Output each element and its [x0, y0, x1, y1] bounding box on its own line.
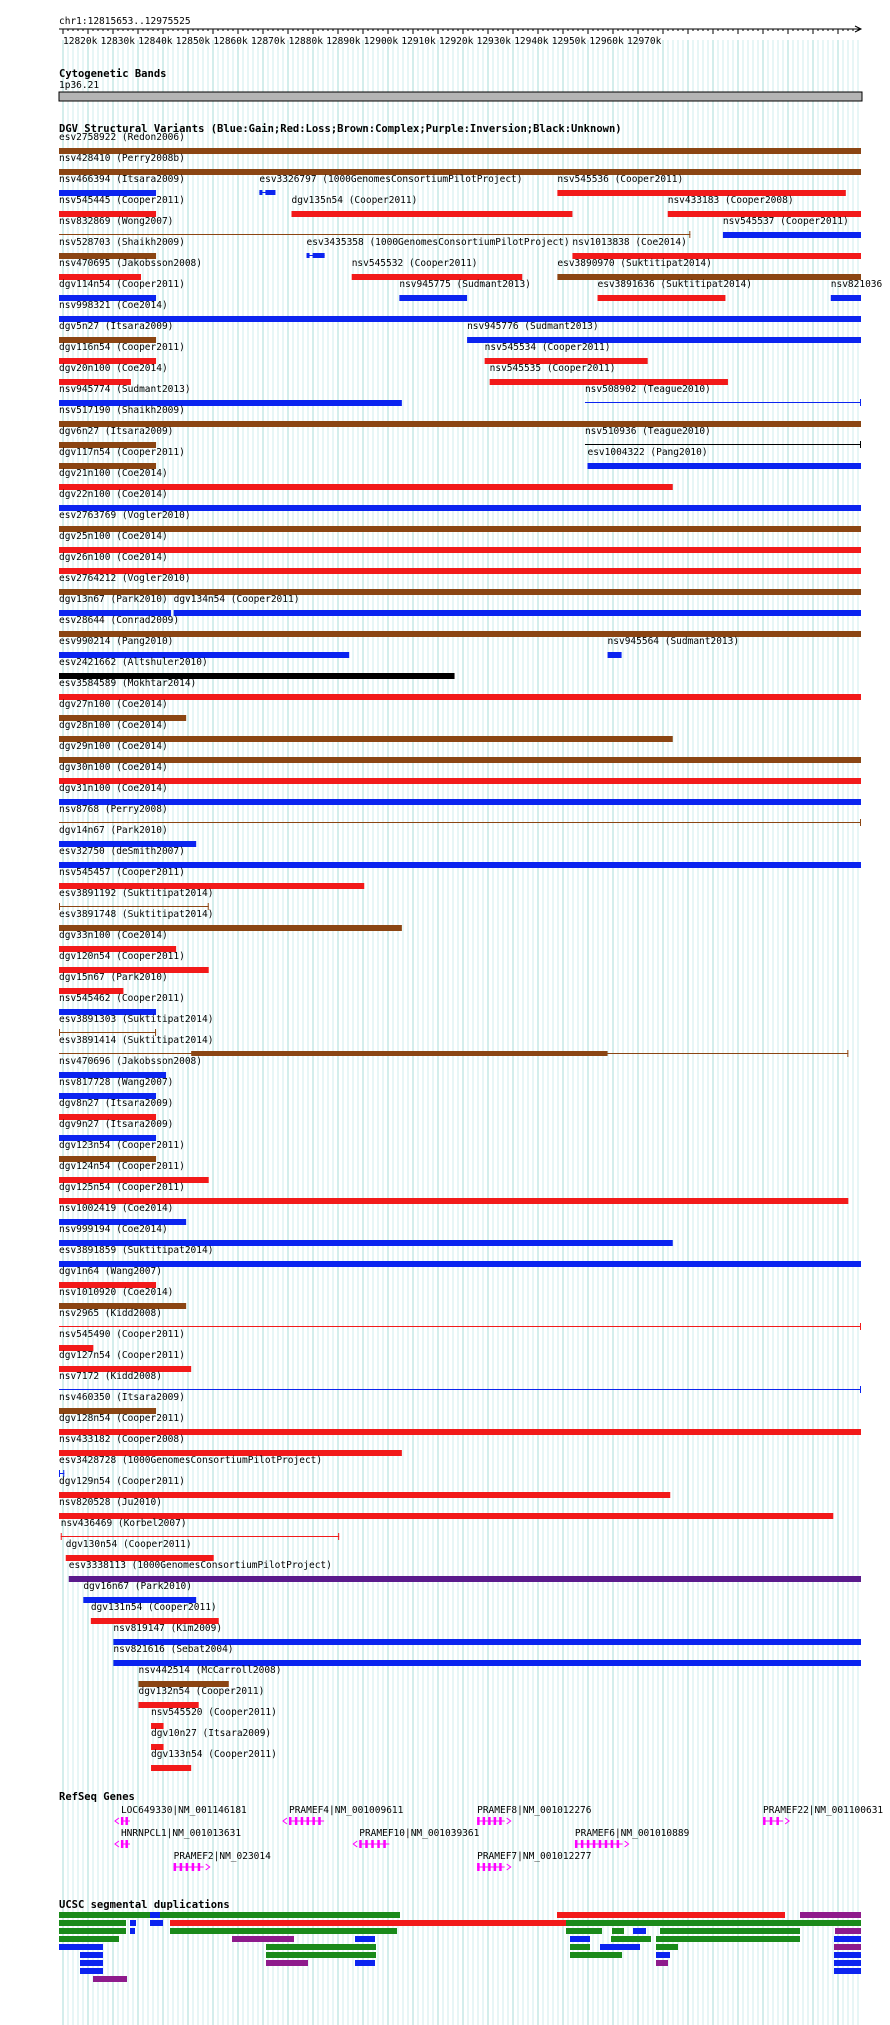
variant-label: esv3891636 (Suktitipat2014)	[597, 279, 752, 290]
gene-exon	[488, 1817, 491, 1825]
variant-feature[interactable]	[59, 822, 861, 823]
variant-label: nsv945564 (Sudmant2013)	[607, 636, 740, 647]
segdup-block[interactable]	[660, 1928, 800, 1934]
segdup-block[interactable]	[232, 1936, 294, 1942]
variant-label: dgv16n67 (Park2010)	[83, 1581, 192, 1592]
variant-cap	[847, 1050, 848, 1057]
variant-label: dgv21n100 (Coe2014)	[59, 468, 168, 479]
gene-exon	[198, 1863, 201, 1871]
variant-label: esv3890970 (Suktitipat2014)	[557, 258, 712, 269]
variant-label: nsv545445 (Cooper2011)	[59, 195, 185, 206]
gene-exon	[477, 1863, 480, 1871]
gene-exon	[307, 1817, 310, 1825]
variant-feature[interactable]	[59, 799, 861, 805]
gene-exon	[359, 1840, 362, 1848]
segdup-block[interactable]	[656, 1960, 668, 1966]
variant-feature[interactable]	[585, 402, 861, 403]
gene-exon	[483, 1817, 486, 1825]
variant-label: esv3891303 (Suktitipat2014)	[59, 1014, 214, 1025]
gene-exon	[776, 1817, 779, 1825]
variant-feature[interactable]	[59, 1389, 861, 1390]
gene-exon	[318, 1817, 321, 1825]
variant-label: nsv1010920 (Coe2014)	[59, 1287, 174, 1298]
segdup-block[interactable]	[130, 1920, 136, 1926]
variant-cap	[860, 1323, 861, 1330]
variant-label: dgv26n100 (Coe2014)	[59, 552, 168, 563]
tick-label: 12870k	[251, 36, 286, 47]
gene-exon	[477, 1817, 480, 1825]
strand-arrow	[507, 1864, 511, 1870]
gene-label: PRAMEF8|NM_001012276	[477, 1805, 592, 1816]
gene-label: LOC649330|NM_001146181	[120, 1805, 247, 1816]
gene-exon	[483, 1863, 486, 1871]
segdup-block[interactable]	[170, 1912, 400, 1918]
tick-label: 12850k	[175, 36, 211, 47]
gene-exon	[192, 1863, 195, 1871]
segdup-block[interactable]	[600, 1944, 640, 1950]
tick-label: 12950k	[551, 36, 587, 47]
gene-exon	[312, 1817, 315, 1825]
segdup-block[interactable]	[80, 1960, 103, 1966]
variant-exon	[265, 190, 275, 195]
variant-feature[interactable]	[598, 295, 726, 301]
variant-feature[interactable]	[59, 421, 861, 427]
variant-label: esv3584589 (Mokhtar2014)	[59, 678, 197, 689]
refseq-title: RefSeq Genes	[59, 1791, 135, 1803]
variant-feature[interactable]	[59, 1198, 848, 1204]
gene-label: PRAMEF6|NM_001010889	[574, 1828, 690, 1839]
variant-label: esv3435358 (1000GenomesConsortiumPilotProject)	[306, 237, 570, 248]
variant-label: nsv517190 (Shaikh2009)	[59, 405, 185, 416]
variant-label: nsv470696 (Jakobsson2008)	[59, 1056, 202, 1067]
segdup-block[interactable]	[80, 1952, 103, 1958]
segdup-block[interactable]	[834, 1936, 861, 1942]
variant-label: nsv466394 (Itsara2009)	[59, 174, 185, 185]
segdup-block[interactable]	[800, 1912, 861, 1918]
variant-label: esv1004322 (Pang2010)	[587, 447, 708, 458]
gene-label: HNRNPCL1|NM_001013631	[120, 1828, 242, 1839]
variant-label: dgv33n100 (Coe2014)	[59, 930, 168, 941]
gene-exon	[121, 1817, 124, 1825]
gene-label: PRAMEF2|NM_023014	[173, 1851, 271, 1862]
gene-label: PRAMEF22|NM_001100631	[763, 1805, 884, 1816]
variant-label: esv3326797 (1000GenomesConsortiumPilotProject)	[259, 174, 523, 185]
variant-label: nsv545520 (Cooper2011)	[151, 1707, 277, 1718]
segdup-block[interactable]	[656, 1944, 678, 1950]
variant-feature[interactable]	[59, 316, 861, 322]
variant-cap	[338, 1533, 339, 1540]
segdup-block[interactable]	[80, 1968, 103, 1974]
location-label: chr1:12815653..12975525	[59, 16, 191, 27]
tick-label: 12880k	[288, 36, 323, 47]
variant-label: nsv1013838 (Coe2014)	[572, 237, 687, 248]
variant-label: esv3428728 (1000GenomesConsortiumPilotProject)	[59, 1455, 323, 1466]
tick-label: 12930k	[476, 36, 511, 47]
variant-label: nsv832869 (Wong2007)	[59, 216, 174, 227]
variant-label: dgv129n54 (Cooper2011)	[59, 1476, 185, 1487]
gene-exon	[186, 1863, 189, 1871]
variant-label: dgv130n54 (Cooper2011)	[65, 1539, 192, 1550]
variant-label: dgv30n100 (Coe2014)	[59, 762, 168, 773]
variant-cap	[61, 1533, 62, 1540]
segdup-block[interactable]	[570, 1936, 590, 1942]
variant-label: dgv120n54 (Cooper2011)	[59, 951, 185, 962]
variant-feature[interactable]	[174, 610, 861, 616]
variant-feature[interactable]	[59, 694, 861, 700]
variant-feature[interactable]	[59, 1261, 861, 1267]
variant-label: nsv545490 (Cooper2011)	[59, 1329, 185, 1340]
variant-label: nsv470695 (Jakobsson2008)	[59, 258, 202, 269]
gene-exon	[617, 1840, 620, 1848]
segdup-block[interactable]	[355, 1936, 375, 1942]
segdup-block[interactable]	[59, 1920, 126, 1926]
segdup-block[interactable]	[557, 1912, 785, 1918]
variant-label: nsv433182 (Cooper2008)	[59, 1434, 185, 1445]
gene-exon	[121, 1840, 124, 1848]
strand-arrow	[507, 1818, 511, 1824]
variant-label: nsv999194 (Coe2014)	[59, 1224, 168, 1235]
gene-exon	[383, 1840, 386, 1848]
variant-feature[interactable]	[191, 1051, 607, 1056]
segdup-block[interactable]	[266, 1944, 376, 1950]
variant-label: dgv13n67 (Park2010)	[59, 594, 168, 605]
variant-label: esv2764212 (Vogler2010)	[59, 573, 191, 584]
tick-label: 12900k	[363, 36, 399, 47]
variant-label: dgv125n54 (Cooper2011)	[59, 1182, 185, 1193]
variant-label: dgv25n100 (Coe2014)	[59, 531, 168, 542]
variant-label: nsv545457 (Cooper2011)	[59, 867, 185, 878]
variant-label: nsv821616 (Sebat2004)	[113, 1644, 234, 1655]
variant-cap	[860, 1386, 861, 1393]
gene-exon	[611, 1840, 614, 1848]
cytoband-bar	[59, 92, 862, 101]
dgv-title: DGV Structural Variants (Blue:Gain;Red:Loss;Brown:Complex;Purple:Inversion;Black:Unknown)	[59, 123, 622, 135]
gene-exon	[301, 1817, 304, 1825]
gene-label: PRAMEF4|NM_001009611	[288, 1805, 404, 1816]
variant-label: dgv131n54 (Cooper2011)	[90, 1602, 217, 1613]
variant-label: dgv124n54 (Cooper2011)	[59, 1161, 185, 1172]
gene-exon	[125, 1817, 128, 1825]
variant-feature[interactable]	[608, 652, 622, 658]
variant-cap	[689, 231, 690, 238]
gene-exon	[295, 1817, 298, 1825]
tick-label: 12860k	[213, 36, 248, 47]
gene-exon	[180, 1863, 183, 1871]
variant-label: dgv20n100 (Coe2014)	[59, 363, 168, 374]
tick-label: 12820k	[63, 36, 98, 47]
variant-feature[interactable]	[59, 1032, 156, 1033]
gene-label: PRAMEF10|NM_001039361	[359, 1828, 480, 1839]
variant-label: esv2758922 (Redon2006)	[59, 132, 185, 143]
variant-label: nsv1002419 (Coe2014)	[59, 1203, 174, 1214]
variant-label: nsv545536 (Cooper2011)	[557, 174, 684, 185]
gene-exon	[763, 1817, 766, 1825]
variant-label: nsv819147 (Kim2009)	[113, 1623, 223, 1634]
segdup-block[interactable]	[566, 1928, 602, 1934]
gene-exon	[365, 1840, 368, 1848]
gene-exon	[371, 1840, 374, 1848]
gene-exon	[605, 1840, 608, 1848]
variant-label: dgv9n27 (Itsara2009)	[59, 1119, 174, 1130]
tick-label: 12830k	[100, 36, 135, 47]
variant-label: nsv510936 (Teague2010)	[584, 426, 711, 437]
variant-label: dgv135n54 (Cooper2011)	[291, 195, 418, 206]
gene-exon	[581, 1840, 584, 1848]
tick-label: 12960k	[589, 36, 624, 47]
strand-arrow	[283, 1818, 287, 1824]
gene-exon	[377, 1840, 380, 1848]
gene-exon	[575, 1840, 578, 1848]
variant-label: nsv817728 (Wang2007)	[59, 1077, 174, 1088]
variant-label: dgv117n54 (Cooper2011)	[59, 447, 185, 458]
variant-label: dgv6n27 (Itsara2009)	[59, 426, 174, 437]
segdup-block[interactable]	[59, 1944, 103, 1950]
segdup-block[interactable]	[355, 1960, 375, 1966]
variant-label: dgv22n100 (Coe2014)	[59, 489, 168, 500]
gene-exon	[770, 1817, 773, 1825]
segdup-block[interactable]	[834, 1968, 861, 1974]
tick-label: 12940k	[514, 36, 549, 47]
variant-feature[interactable]	[831, 295, 861, 301]
segdup-block[interactable]	[570, 1952, 622, 1958]
gene-exon	[587, 1840, 590, 1848]
variant-label: nsv820528 (Ju2010)	[59, 1497, 162, 1508]
segdup-block[interactable]	[93, 1976, 127, 1982]
variant-label: nsv945774 (Sudmant2013)	[59, 384, 191, 395]
tick-label: 12890k	[326, 36, 361, 47]
variant-label: dgv14n67 (Park2010)	[59, 825, 168, 836]
variant-label: dgv10n27 (Itsara2009)	[151, 1728, 272, 1739]
variant-exon	[307, 253, 310, 258]
cytoband-title: Cytogenetic Bands	[59, 68, 167, 80]
tick-label: 12920k	[439, 36, 474, 47]
variant-label: dgv133n54 (Cooper2011)	[151, 1749, 277, 1760]
variant-label: nsv545532 (Cooper2011)	[351, 258, 478, 269]
variant-feature[interactable]	[59, 757, 861, 763]
segdup-block[interactable]	[59, 1928, 126, 1934]
variant-label: esv28644 (Conrad2009)	[59, 615, 180, 626]
segdup-block[interactable]	[150, 1912, 160, 1918]
variant-label: dgv123n54 (Cooper2011)	[59, 1140, 185, 1151]
variant-label: dgv1n64 (Wang2007)	[59, 1266, 162, 1277]
segdup-block[interactable]	[130, 1912, 140, 1918]
variant-label: dgv116n54 (Cooper2011)	[59, 342, 185, 353]
variant-label: dgv127n54 (Cooper2011)	[59, 1350, 185, 1361]
segdup-block[interactable]	[834, 1952, 861, 1958]
variant-label: nsv545534 (Cooper2011)	[484, 342, 611, 353]
variant-label: dgv28n100 (Coe2014)	[59, 720, 168, 731]
variant-cap	[860, 819, 861, 826]
variant-label: dgv5n27 (Itsara2009)	[59, 321, 174, 332]
segdup-block[interactable]	[656, 1936, 800, 1942]
variant-label: dgv15n67 (Park2010)	[59, 972, 168, 983]
variant-label: esv3338113 (1000GenomesConsortiumPilotProject)	[68, 1560, 332, 1571]
variant-label: nsv433183 (Cooper2008)	[667, 195, 794, 206]
variant-feature[interactable]	[59, 234, 690, 235]
variant-label: esv3891748 (Suktitipat2014)	[59, 909, 214, 920]
variant-label: esv3891414 (Suktitipat2014)	[59, 1035, 214, 1046]
variant-label: dgv31n100 (Coe2014)	[59, 783, 168, 794]
variant-label: dgv114n54 (Cooper2011)	[59, 279, 185, 290]
variant-feature[interactable]	[59, 778, 861, 784]
variant-feature[interactable]	[59, 526, 861, 532]
variant-label: nsv436469 (Korbel2007)	[60, 1518, 187, 1529]
segdup-block[interactable]	[656, 1952, 670, 1958]
variant-label: dgv132n54 (Cooper2011)	[138, 1686, 265, 1697]
segdup-block[interactable]	[834, 1960, 861, 1966]
variant-feature[interactable]	[59, 1326, 861, 1327]
variant-label: esv32750 (deSmith2007)	[59, 846, 185, 857]
variant-label: dgv128n54 (Cooper2011)	[59, 1413, 185, 1424]
segdup-block[interactable]	[834, 1944, 861, 1950]
variant-feature[interactable]	[61, 1536, 339, 1537]
gene-exon	[494, 1863, 497, 1871]
variant-label: nsv545535 (Cooper2011)	[489, 363, 616, 374]
segdup-block[interactable]	[633, 1928, 646, 1934]
variant-label: nsv428410 (Perry2008b)	[59, 153, 185, 164]
segdup-block[interactable]	[570, 1944, 590, 1950]
variant-label: nsv460350 (Itsara2009)	[59, 1392, 185, 1403]
variant-feature[interactable]	[723, 232, 861, 238]
variant-label: dgv134n54 (Cooper2011)	[173, 594, 300, 605]
variant-feature[interactable]	[151, 1765, 191, 1771]
variant-label: dgv27n100 (Coe2014)	[59, 699, 168, 710]
segdup-block[interactable]	[566, 1920, 861, 1926]
variant-feature[interactable]	[585, 444, 861, 445]
variant-feature[interactable]	[59, 906, 209, 907]
variant-label: esv3891859 (Suktitipat2014)	[59, 1245, 214, 1256]
variant-label: nsv945776 (Sudmant2013)	[467, 321, 599, 332]
variant-cap	[860, 399, 861, 406]
tick-label: 12910k	[401, 36, 436, 47]
variant-label: esv2763769 (Vogler2010)	[59, 510, 191, 521]
variant-label: nsv545462 (Cooper2011)	[59, 993, 185, 1004]
segdup-title: UCSC segmental duplications	[59, 1899, 230, 1911]
variant-label: nsv2965 (Kidd2008)	[59, 1308, 162, 1319]
variant-label: nsv945775 (Sudmant2013)	[399, 279, 531, 290]
variant-label: nsv7172 (Kidd2008)	[59, 1371, 162, 1382]
segdup-block[interactable]	[266, 1952, 376, 1958]
gene-exon	[289, 1817, 292, 1825]
variant-label: nsv442514 (McCarroll2008)	[138, 1665, 282, 1676]
gene-exon	[125, 1840, 128, 1848]
variant-feature[interactable]	[587, 463, 861, 469]
variant-label: nsv821036	[830, 279, 883, 290]
strand-arrow	[353, 1841, 357, 1847]
variant-exon	[313, 253, 325, 258]
variant-label: nsv998321 (Coe2014)	[59, 300, 168, 311]
cytoband-label: 1p36.21	[59, 80, 100, 91]
gene-exon	[488, 1863, 491, 1871]
variant-feature[interactable]	[59, 631, 861, 637]
gene-exon	[494, 1817, 497, 1825]
gene-exon	[599, 1840, 602, 1848]
variant-label: nsv8768 (Perry2008)	[59, 804, 168, 815]
variant-exon	[259, 190, 262, 195]
variant-feature[interactable]	[292, 211, 573, 217]
gene-exon	[593, 1840, 596, 1848]
gene-label: PRAMEF7|NM_001012277	[477, 1851, 592, 1862]
segdup-block[interactable]	[612, 1928, 624, 1934]
variant-label: nsv508902 (Teague2010)	[584, 384, 711, 395]
variant-feature[interactable]	[399, 295, 467, 301]
segdup-block[interactable]	[130, 1928, 135, 1934]
variant-cap	[860, 441, 861, 448]
tick-label: 12840k	[138, 36, 173, 47]
segdup-block[interactable]	[170, 1928, 397, 1934]
segdup-block[interactable]	[266, 1960, 308, 1966]
gene-exon	[174, 1863, 177, 1871]
segdup-block[interactable]	[150, 1920, 163, 1926]
strand-arrow	[785, 1818, 789, 1824]
variant-label: dgv8n27 (Itsara2009)	[59, 1098, 174, 1109]
variant-label: nsv545537 (Cooper2011)	[722, 216, 849, 227]
gene-exon	[499, 1863, 502, 1871]
variant-label: esv3891192 (Suktitipat2014)	[59, 888, 214, 899]
segdup-block[interactable]	[611, 1936, 651, 1942]
variant-label: dgv29n100 (Coe2014)	[59, 741, 168, 752]
variant-label: nsv528703 (Shaikh2009)	[59, 237, 185, 248]
gene-exon	[499, 1817, 502, 1825]
variant-feature[interactable]	[59, 547, 861, 553]
tick-label: 12970k	[627, 36, 662, 47]
segdup-block[interactable]	[59, 1936, 119, 1942]
variant-label: esv2421662 (Altshuler2010)	[59, 657, 208, 668]
variant-label: esv990214 (Pang2010)	[59, 636, 174, 647]
segdup-block[interactable]	[835, 1928, 861, 1934]
